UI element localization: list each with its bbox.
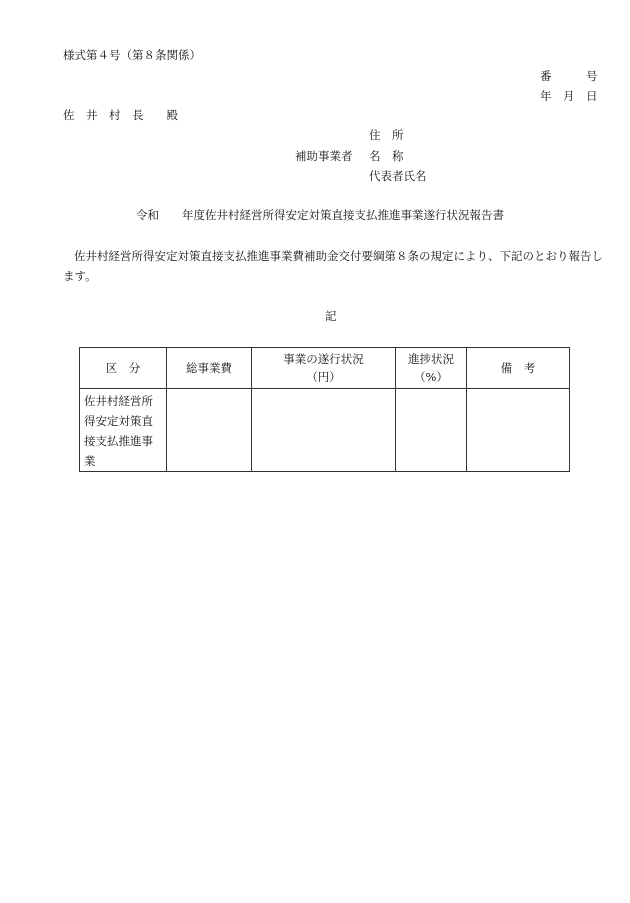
representative-label: 代表者氏名 — [369, 169, 427, 183]
addressee: 佐 井 村 長 殿 — [63, 108, 178, 122]
cell-execution-status — [252, 389, 396, 472]
table-row — [80, 389, 570, 472]
cell-progress — [396, 389, 467, 472]
date-label: 年 月 日 — [540, 89, 598, 103]
body-paragraph: 佐井村経営所得安定対策直接支払推進事業費補助金交付要綱第８条の規定により、下記のとおり報告します。 — [63, 249, 603, 283]
address-label: 住 所 — [369, 128, 404, 142]
cell-total-cost — [167, 389, 252, 472]
ki-label: 記 — [325, 309, 337, 323]
name-label: 名 称 — [369, 149, 404, 163]
cell-remarks — [467, 389, 570, 472]
cell-kubun: 佐井村経営所得安定対策直接支払推進事業 — [80, 389, 167, 472]
document-number-label: 番 号 — [540, 69, 598, 83]
report-table — [79, 347, 570, 472]
header-execution-status: 事業の遂行状況 （円） — [252, 348, 396, 389]
form-number: 様式第４号（第８条関係） — [63, 48, 201, 62]
header-remarks: 備 考 — [467, 348, 570, 389]
header-progress: 進捗状況 （%） — [396, 348, 467, 389]
applicant-role-label: 補助事業者 — [295, 149, 353, 163]
header-kubun: 区 分 — [80, 348, 167, 389]
report-title: 令和 年度佐井村経営所得安定対策直接支払推進事業遂行状況報告書 — [136, 208, 504, 222]
header-total-cost: 総事業費 — [167, 348, 252, 389]
